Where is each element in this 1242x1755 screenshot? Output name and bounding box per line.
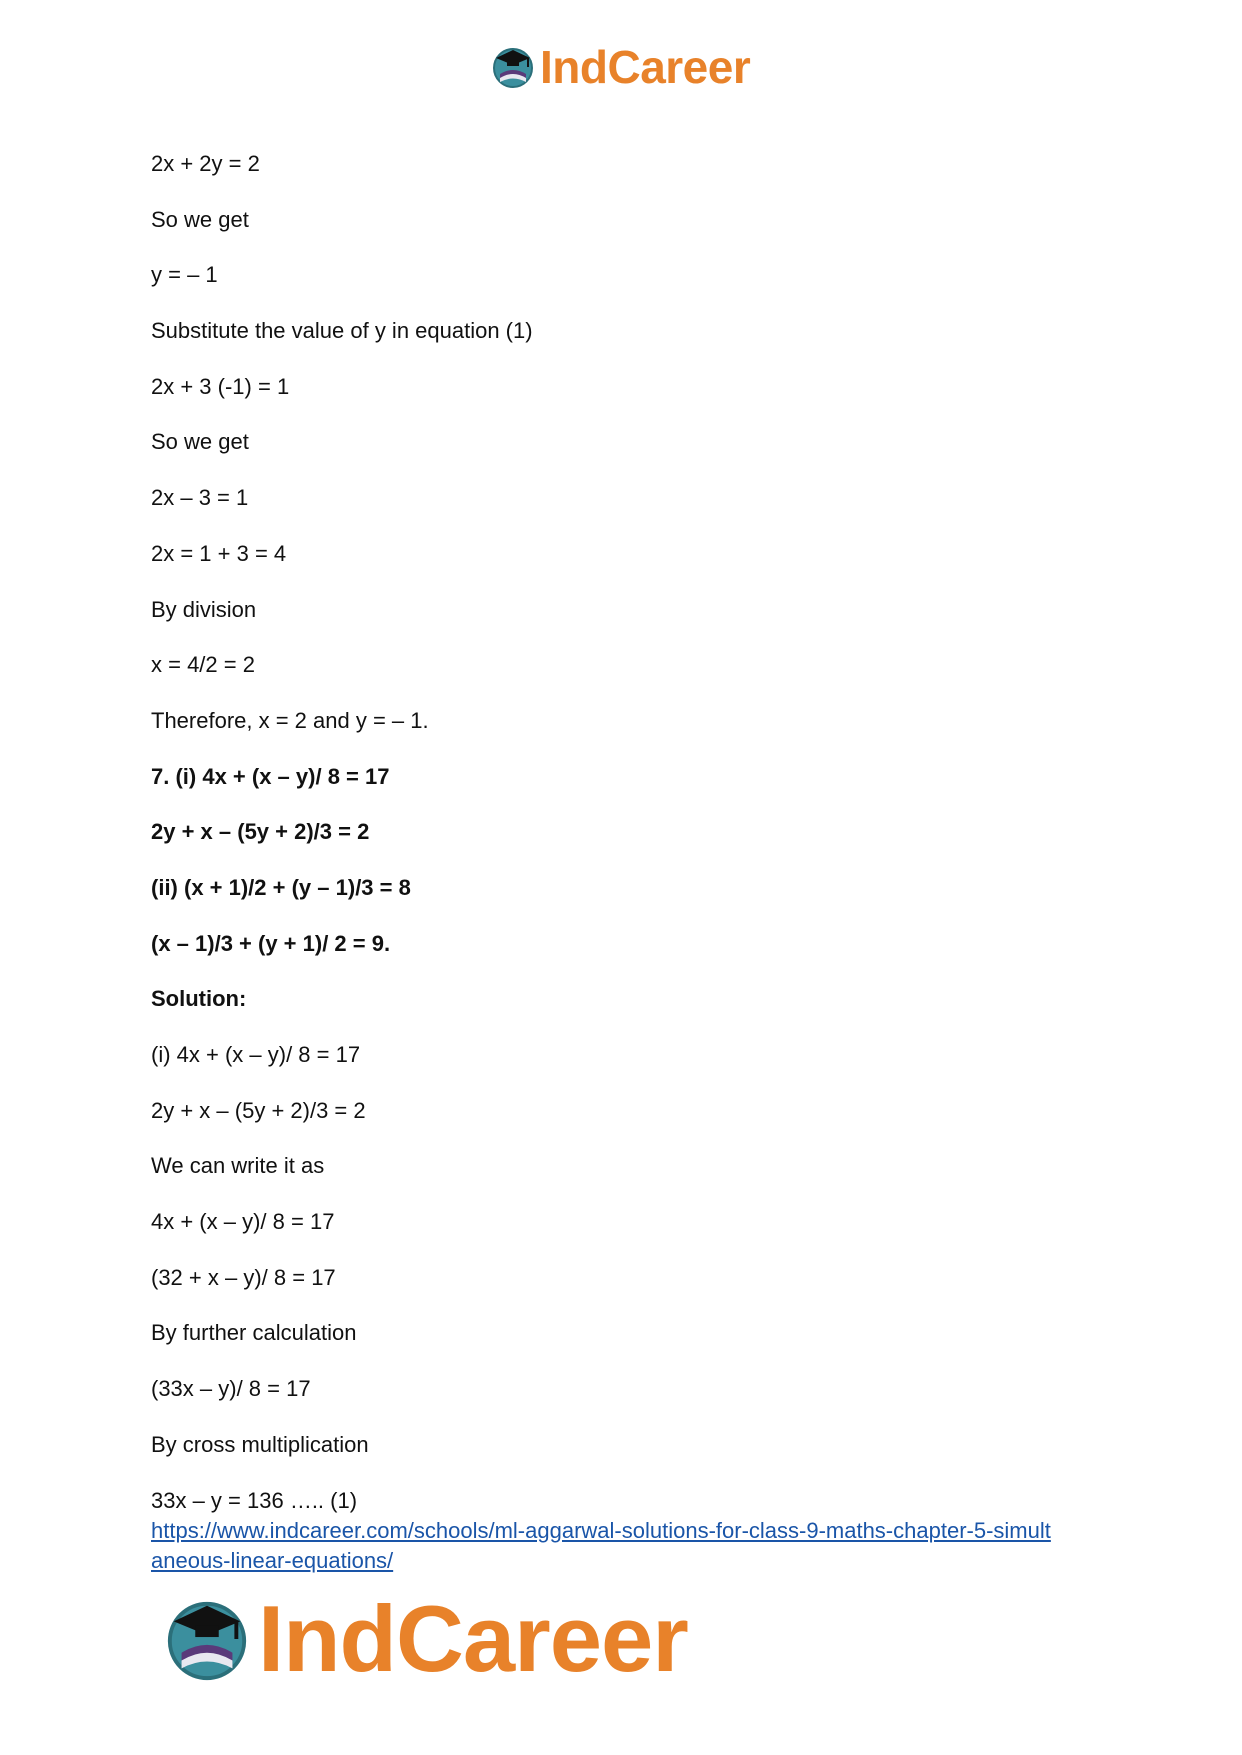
graduation-cap-globe-books-icon xyxy=(162,1594,252,1684)
text-line: So we get xyxy=(151,206,249,232)
document-body xyxy=(151,150,1111,1542)
text-line: y = – 1 xyxy=(151,262,218,288)
text-line: So we get xyxy=(151,429,249,455)
text-line: 33x – y = 136 ….. (1) xyxy=(151,1487,358,1513)
text-line: Solution: xyxy=(151,986,247,1012)
text-line: 7. (i) 4x + (x – y)/ 8 = 17 xyxy=(151,763,390,789)
text-line: By division xyxy=(151,596,257,622)
text-line: By cross multiplication xyxy=(151,1431,369,1457)
footer-link[interactable] xyxy=(151,1516,1111,1576)
text-line: (i) 4x + (x – y)/ 8 = 17 xyxy=(151,1042,361,1067)
text-line: 2x + 2y = 2 xyxy=(151,151,260,176)
logo-text: IndCareer xyxy=(258,1586,688,1691)
text-line: Therefore, x = 2 and y = – 1. xyxy=(151,707,429,733)
graduation-cap-globe-books-icon xyxy=(490,44,536,90)
text-line: 2x – 3 = 1 xyxy=(151,485,249,511)
text-line: 2x + 3 (-1) = 1 xyxy=(151,373,290,399)
source-url-line-1[interactable]: https://www.indcareer.com/schools/ml-aggarwal-solutions-for-class-9-maths-chapter-5-simult xyxy=(151,1518,1051,1543)
text-line: 2x = 1 + 3 = 4 xyxy=(151,540,287,566)
text-line: By further calculation xyxy=(151,1320,357,1346)
text-line: 2y + x – (5y + 2)/3 = 2 xyxy=(151,819,370,845)
source-url-line-2[interactable]: aneous-linear-equations/ xyxy=(151,1548,394,1573)
text-line: (ii) (x + 1)/2 + (y – 1)/3 = 8 xyxy=(151,874,411,900)
text-line: (32 + x – y)/ 8 = 17 xyxy=(151,1264,336,1290)
text-line: (33x – y)/ 8 = 17 xyxy=(151,1376,311,1402)
text-line: 2y + x – (5y + 2)/3 = 2 xyxy=(151,1097,366,1123)
text-line: Substitute the value of y in equation (1) xyxy=(151,318,533,344)
logo-text: IndCareer xyxy=(540,41,751,93)
footer-logo xyxy=(162,1585,688,1693)
header-logo xyxy=(490,40,750,94)
text-line: x = 4/2 = 2 xyxy=(151,652,255,678)
text-line: We can write it as xyxy=(151,1153,325,1179)
text-line: 4x + (x – y)/ 8 = 17 xyxy=(151,1209,335,1235)
text-line: (x – 1)/3 + (y + 1)/ 2 = 9. xyxy=(151,930,391,956)
